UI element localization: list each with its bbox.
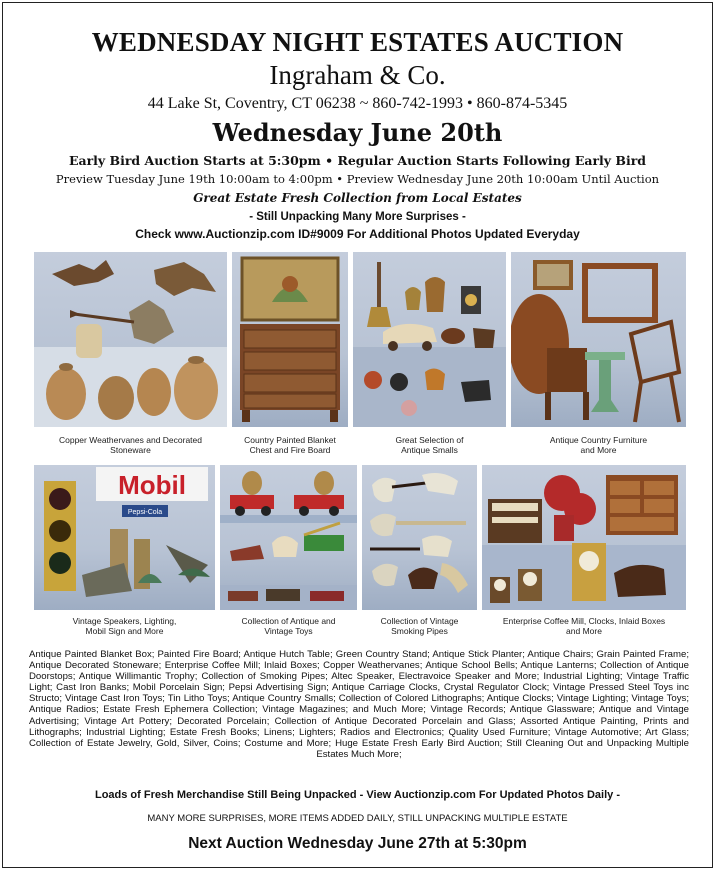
country-furniture-image	[511, 252, 686, 427]
caption-line: Collection of Vintage	[380, 616, 459, 626]
pepsi-sign-text: Pepsi-Cola	[127, 509, 163, 516]
preview-info: Preview Tuesday June 19th 10:00am to 4:00pm • Preview Wednesday June 20th 10:00am Until Auction	[55, 172, 660, 186]
auctionzip-link[interactable]: Check www.Auctionzip.com ID#9009 For Additional Photos Updated Everyday	[135, 227, 580, 241]
auction-flyer	[2, 2, 713, 868]
caption-weathervanes	[34, 435, 227, 455]
photo-speakers-mobil	[34, 465, 215, 610]
tagline: Great Estate Fresh Collection from Local Estates	[193, 191, 522, 205]
loads-of-merchandise: Loads of Fresh Merchandise Still Being Unpacked - View Auctionzip.com For Updated Photos Daily -	[94, 789, 621, 801]
caption-line: Chest and Fire Board	[249, 445, 331, 455]
weathervanes-stoneware-image	[34, 252, 227, 427]
caption-line: Antique Smalls	[401, 445, 458, 455]
auction-title: WEDNESDAY NIGHT ESTATES AUCTION	[91, 27, 624, 57]
coffee-mill-clocks-image	[482, 465, 686, 610]
photo-coffee-mill-clocks	[482, 465, 686, 610]
caption-coffee-mill-clocks	[482, 616, 686, 636]
photo-blanket-chest	[232, 252, 348, 427]
caption-line: Vintage Toys	[264, 626, 313, 636]
caption-smoking-pipes	[362, 616, 477, 636]
caption-line: Stoneware	[110, 445, 151, 455]
photo-smoking-pipes	[362, 465, 477, 610]
caption-line: Enterprise Coffee Mill, Clocks, Inlaid Boxes	[502, 616, 666, 626]
caption-line: Collection of Antique and	[241, 616, 336, 626]
caption-line: Vintage Speakers, Lighting,	[72, 616, 177, 626]
antique-smalls-image	[353, 252, 506, 427]
more-surprises: MANY MORE SURPRISES, MORE ITEMS ADDED DAILY, STILL UNPACKING MULTIPLE ESTATE	[147, 813, 568, 824]
caption-country-furniture	[511, 435, 686, 455]
photo-antique-toys	[220, 465, 357, 610]
caption-line: Mobil Sign and More	[85, 626, 164, 636]
unpacking-note: - Still Unpacking Many More Surprises -	[249, 211, 466, 223]
caption-line: Smoking Pipes	[391, 626, 448, 636]
photo-country-furniture	[511, 252, 686, 427]
early-bird-info: Early Bird Auction Starts at 5:30pm • Regular Auction Starts Following Early Bird	[68, 153, 647, 168]
caption-blanket-chest	[232, 435, 348, 455]
caption-line: Great Selection of	[395, 435, 464, 445]
company-name: Ingraham & Co.	[269, 60, 446, 90]
caption-line: Country Painted Blanket	[244, 435, 336, 445]
smoking-pipes-image	[362, 465, 477, 610]
antique-toys-image	[220, 465, 357, 610]
next-auction: Next Auction Wednesday June 27th at 5:30pm	[188, 835, 527, 852]
speakers-mobil-image	[34, 465, 215, 610]
blanket-chest-image	[232, 252, 348, 427]
caption-line: and More	[566, 626, 602, 636]
caption-antique-smalls	[353, 435, 506, 455]
mobil-sign-text: Mobil	[118, 470, 186, 500]
caption-line: and More	[580, 445, 617, 455]
caption-antique-toys	[220, 616, 357, 636]
caption-speakers-mobil	[34, 616, 215, 636]
photo-antique-smalls	[353, 252, 506, 427]
caption-line: Copper Weathervanes and Decorated	[58, 435, 202, 445]
address-phone: 44 Lake St, Coventry, CT 06238 ~ 860-742-1993 • 860-874-5345	[147, 95, 568, 112]
items-list: Antique Painted Blanket Box; Painted Fire Board; Antique Hutch Table; Green Country Stand; Antique Stick Planter; Antique Chairs; Grain Painted Frame; Antique Decorated Stoneware; Enterprise Coffee Mill; Inlaid Boxes; Copper Weathervanes; Antique School Bells; Antique Lanterns; Collection of Antique Doorstops; Antique Willimantic Trophy; Collection of Smoking Pipes; Altec Speaker, Electravoice Speaker and More; Industrial Lighting; Vintage Traffic Light; Cast Iron Banks; Mobil Porcelain Sign; Pepsi Advertising Sign; Antique Carriage Clocks, Crystal Regulator Clock; Vintage Pressed Steel Toys inc Structo; Vintage Cast Iron Toys; Tin Litho Toys; Antique Country Smalls; Collection of Colored Lithographs; Antique Clocks; Vintage Lighting; Vintage Toys; Antique Radios; Estate Fresh Ephemera Collection; Vintage Magazines; and Much More; Vintage Records; Antique Glassware; Antique and Vintage Advertising; Vintage Art Pottery; Decorated Porcelain; Collection of Antique Decorated Porcelain and Glass; Assorted Antique Painting, Prints and Lithographs; Industrial Lighting; Estate Fresh Books; Linens; Lighters; Radios and Electronics; Quality Used Furniture; Vintage Automotive; Art Glass; Collection of Estate Jewelry, Gold, Silver, Coins; Costume and More; Huge Estate Fresh Early Bird Auction; Still Cleaning Out and Unpacking Multiple Estates Much More;	[29, 649, 689, 760]
photo-weathervanes-stoneware	[34, 252, 227, 427]
auction-date: Wednesday June 20th	[212, 118, 503, 147]
caption-line: Antique Country Furniture	[549, 435, 648, 445]
